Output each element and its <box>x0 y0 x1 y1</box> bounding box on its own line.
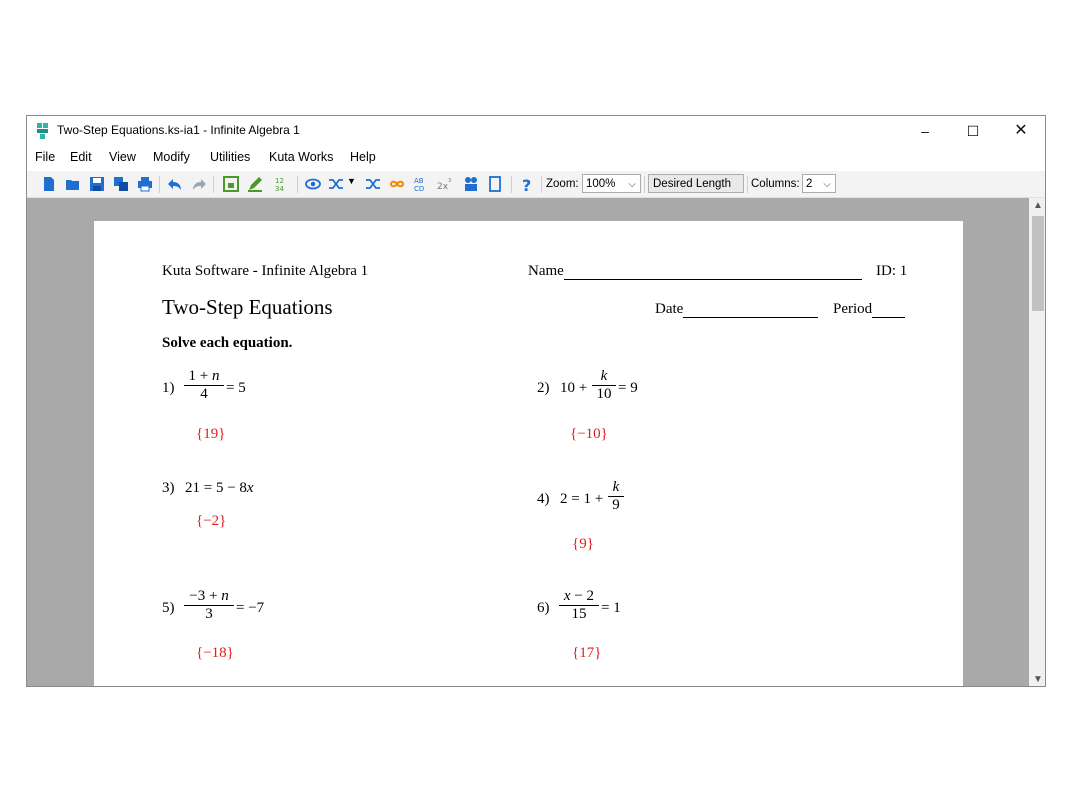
help-icon[interactable] <box>519 176 535 192</box>
minimize-button[interactable]: – <box>921 123 929 139</box>
print-icon[interactable] <box>137 176 153 192</box>
save-icon[interactable] <box>89 176 105 192</box>
page-icon[interactable] <box>487 176 503 192</box>
scrollbar-thumb[interactable] <box>1032 216 1044 311</box>
fraction-denominator: 3 <box>205 606 213 622</box>
fraction-denominator: 9 <box>612 497 620 513</box>
problem-number: 5) <box>162 600 175 616</box>
scroll-down-icon[interactable]: ▼ <box>1033 674 1043 685</box>
desired-length-label: Desired Length <box>653 178 731 190</box>
close-button[interactable]: ✕ <box>1014 122 1028 139</box>
equation-rhs: = 5 <box>226 380 246 396</box>
fraction-numerator: k <box>612 479 620 495</box>
answer-key: {9} <box>572 536 594 552</box>
fraction-numerator: x − 2 <box>563 588 595 604</box>
date-label: Date <box>655 301 684 317</box>
svg-text:AB: AB <box>414 177 424 185</box>
worksheet-page <box>94 221 963 687</box>
period-label: Period <box>833 301 873 317</box>
toolbar-separator <box>511 176 512 193</box>
menu-view[interactable]: View <box>109 150 136 164</box>
svg-text:3: 3 <box>448 178 452 184</box>
equation-lhs: 2 = 1 + <box>560 491 604 507</box>
toolbar-separator <box>297 176 298 193</box>
toolbar <box>27 171 1045 198</box>
fraction <box>592 368 616 403</box>
abcd-icon[interactable] <box>413 176 429 192</box>
fraction-numerator: 1 + n <box>188 368 220 384</box>
vertical-scrollbar[interactable] <box>1029 198 1046 687</box>
fraction <box>184 588 234 623</box>
worksheet-id: ID: 1 <box>876 263 908 279</box>
problem-number: 4) <box>537 491 550 507</box>
equation-lhs: 10 + <box>560 380 588 396</box>
worksheet-title: Two-Step Equations <box>162 295 333 319</box>
svg-text:?: ? <box>522 176 532 192</box>
menu-utilities[interactable]: Utilities <box>210 150 251 164</box>
chevron-down-icon: ⌵ <box>823 179 831 190</box>
equation-rhs: = 9 <box>618 380 638 396</box>
regenerate-icon[interactable] <box>223 176 239 192</box>
export-icon[interactable] <box>113 176 129 192</box>
toolbar-separator <box>159 176 160 193</box>
open-icon[interactable] <box>65 176 81 192</box>
problem-number: 2) <box>537 380 550 396</box>
chevron-down-icon: ⌵ <box>628 179 636 190</box>
instructions: Solve each equation. <box>162 335 293 351</box>
shuffle-icon[interactable] <box>328 176 344 192</box>
app-window <box>26 115 1046 687</box>
zoom-select[interactable] <box>582 174 641 193</box>
period-blank-line <box>872 302 905 318</box>
name-field[interactable] <box>528 263 862 280</box>
date-blank-line <box>683 302 818 318</box>
zoom-value: 100% <box>586 178 616 190</box>
title-bar <box>27 116 1045 146</box>
redo-icon[interactable] <box>191 176 207 192</box>
svg-text:CD: CD <box>414 185 425 192</box>
columns-label: Columns: <box>751 178 800 190</box>
answer-key: {−2} <box>196 513 227 529</box>
new-icon[interactable] <box>41 176 57 192</box>
problem-number: 1) <box>162 380 175 396</box>
worksheet-header: Kuta Software - Infinite Algebra 1 <box>162 263 369 279</box>
fraction-numerator: −3 + n <box>189 588 229 604</box>
view-icon[interactable] <box>305 176 321 192</box>
fraction-denominator: 10 <box>596 386 612 402</box>
menu-file[interactable]: File <box>35 150 56 164</box>
period-field[interactable] <box>833 301 905 318</box>
random-icon[interactable] <box>365 176 381 192</box>
name-blank-line <box>564 264 862 280</box>
fraction-denominator: 4 <box>200 386 208 402</box>
document-workspace <box>27 198 1029 687</box>
fraction <box>559 588 599 623</box>
name-label: Name <box>528 263 564 279</box>
date-field[interactable] <box>655 301 818 318</box>
fraction <box>608 479 624 514</box>
menu-edit[interactable]: Edit <box>70 150 92 164</box>
infinite-icon[interactable] <box>389 176 405 192</box>
svg-text:2x: 2x <box>437 182 449 192</box>
menu-help[interactable]: Help <box>350 150 376 164</box>
answer-key: {−18} <box>196 645 234 661</box>
answer-key: {17} <box>572 645 602 661</box>
problem-number: 3) <box>162 480 175 496</box>
svg-text:12: 12 <box>275 177 284 185</box>
fraction-denominator: 15 <box>571 606 587 622</box>
toolbar-separator <box>541 176 542 193</box>
svg-text:34: 34 <box>275 185 284 192</box>
toolbar-separator <box>213 176 214 193</box>
toolbar-separator <box>747 176 748 193</box>
problem-number: 6) <box>537 600 550 616</box>
answer-key: {−10} <box>570 426 608 442</box>
fraction <box>184 368 224 403</box>
menu-kuta-works[interactable]: Kuta Works <box>269 150 334 164</box>
app-logo-icon <box>36 122 50 140</box>
zoom-label: Zoom: <box>546 178 579 190</box>
fraction-numerator: k <box>600 368 608 384</box>
equation-rhs: = −7 <box>236 600 265 616</box>
scroll-up-icon[interactable]: ▲ <box>1033 200 1043 211</box>
menu-bar <box>27 148 1045 168</box>
exponent-icon[interactable] <box>437 176 453 192</box>
answer-key: {19} <box>196 426 226 442</box>
maximize-button[interactable]: ☐ <box>966 123 980 139</box>
undo-icon[interactable] <box>167 176 183 192</box>
number-icon[interactable] <box>273 176 289 192</box>
columns-value: 2 <box>806 178 813 190</box>
equation: 21 = 5 − 8x <box>185 480 254 496</box>
equation-rhs: = 1 <box>601 600 621 616</box>
desired-length-button[interactable] <box>648 174 744 193</box>
columns-select[interactable] <box>802 174 836 193</box>
menu-modify[interactable]: Modify <box>153 150 190 164</box>
shuffle-dropdown-arrow[interactable]: ▼ <box>347 176 356 186</box>
film-icon[interactable] <box>463 176 479 192</box>
window-title: Two-Step Equations.ks-ia1 - Infinite Algebra 1 <box>57 123 300 137</box>
edit-icon[interactable] <box>247 176 263 192</box>
toolbar-separator <box>644 176 645 193</box>
